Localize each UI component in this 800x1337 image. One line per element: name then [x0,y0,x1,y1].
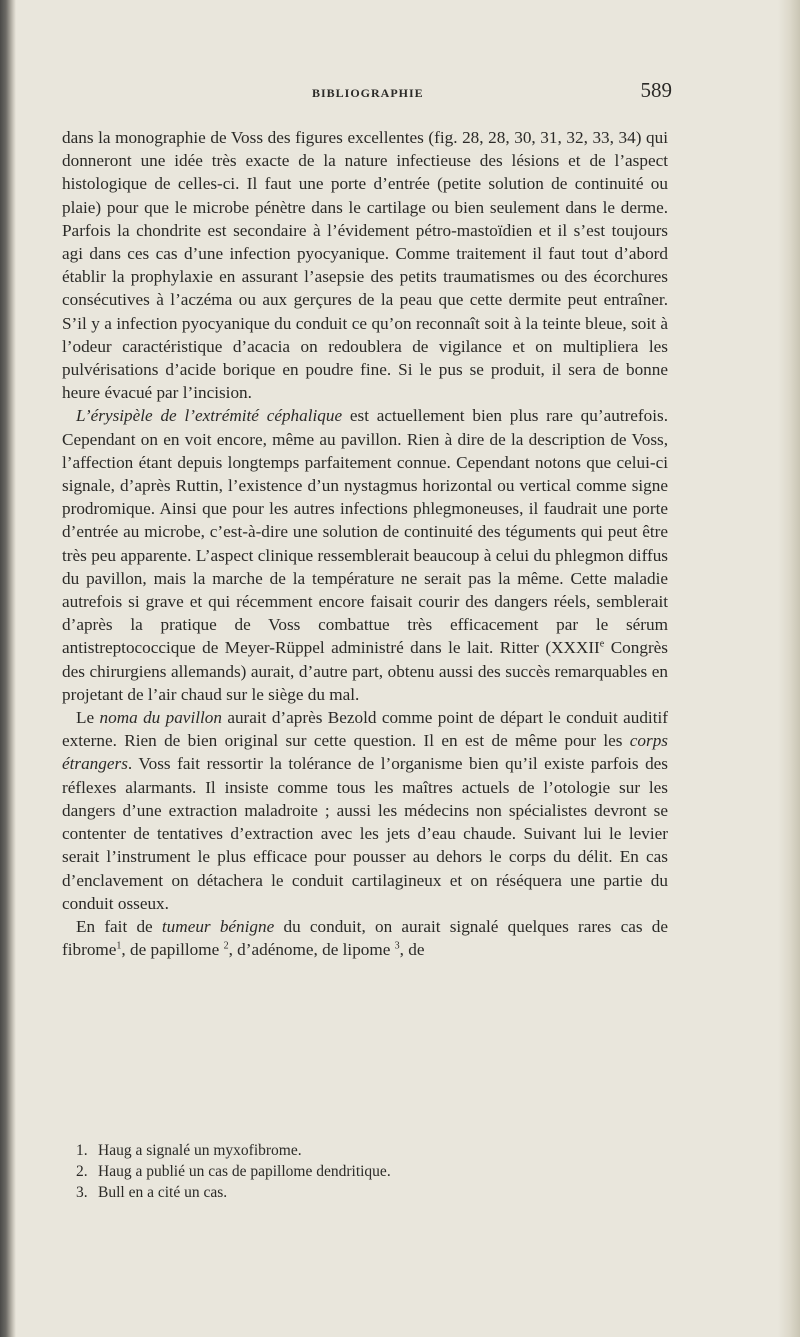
paragraph [62,404,668,706]
text-segment: En fait de [76,916,162,936]
page-edge-right [778,0,800,1337]
page-header [62,78,670,108]
footnote [62,1161,668,1182]
footnote-text: Haug a signalé un myxofibrome. [98,1142,302,1159]
footnote-ref: e [599,638,605,650]
italic-term: L’érysipèle de l’extrémité céphalique [76,406,343,426]
italic-term: corps étrangers [62,731,668,774]
footnote-ref: 1 [116,940,122,952]
footnote-text: Bull en a cité un cas. [98,1184,228,1201]
footnote-number: 2. [76,1163,88,1180]
text-segment: , d’adénome, de lipome [228,940,395,960]
text-segment: Congrès des chirurgiens allemands) aurait, d’autre part, obtenu aussi des succès remarquables en projetant de l’air chaud sur le siège du mal. [62,638,668,704]
footnote [62,1182,668,1203]
footnote-ref: 3 [394,940,400,952]
running-title: BIBLIOGRAPHIE [312,86,424,100]
text-segment: est actuellement bien plus rare qu’autrefois. Cependant on en voit encore, même au pavillon. Rien à dire de la description de Voss, l’affection étant depuis longtemps parfaitement connue. Cependant notons que celui-ci signale, d’après Ruttin, l’existence d’un nystagmus horizontal ou vertical comme signe prodromique. Ainsi que pour les autres infections phlegmoneuses, il faudrait une porte d’entrée au microbe, c’est-à-dire une solution de continuité des téguments qui peut être très peu apparente. L’aspect clinique ressemblerait beaucoup à celui du phlegmon diffus du pavillon, mais la marche de la température ne serait pas la même. Cette maladie autrefois si grave et qui récemment encore faisait courir des dangers réels, semblerait d’après la pratique de Voss combattue très efficacement par le sérum antistreptococcique de Meyer-Rüppel administré dans le lait. Ritter (XXXII [62,406,668,658]
footnote [62,1140,668,1161]
footnote-text: Haug a publié un cas de papillome dendritique. [98,1163,391,1180]
footnote-number: 3. [76,1184,88,1201]
paragraph [62,706,668,915]
body-text [62,126,668,961]
text-segment: aurait d’après Bezold comme point de départ le conduit auditif externe. Rien de bien original sur cette question. Il en est de même pour les [62,708,668,751]
text-segment: Le [76,708,100,728]
italic-term: tumeur bénigne [161,916,275,936]
text-segment: , de papillome [121,940,224,960]
text-segment: dans la monographie de Voss des figures excellentes (fig. 28, 28, 30, 31, 32, 33, 34) qui donneront une idée très exacte de la nature infectieuse des lésions et de l’aspect histologique de celles-ci. Il faut une porte d’entrée (petite solution de continuité ou plaie) pour que le microbe pénètre dans le cartilage ou bien seulement dans le derme. Parfois la chondrite est secondaire à l’évidement pétro-mastoïdien et il s’est toujours agi dans ces cas d’une infection pyocyanique. Comme traitement il faut tout d’abord établir la prophylaxie en assurant l’asepsie des petits traumatismes ou des écorchures consécutives à l’aczéma ou aux gerçures de la peau que cette dermite peut entraîner. S’il y a infection pyocyanique du conduit ce qu’on reconnaît soit à la teinte bleue, soit à l’odeur caractéristique d’acacia on redoublera de vigilance et on multipliera les pulvérisations d’acide borique en poudre fine. Si le pus se produit, il sera de bonne heure évacué par l’incision. [62,128,668,403]
footnotes [62,1140,668,1203]
paragraph [62,126,668,404]
text-segment: . Voss fait ressortir la tolérance de l’organisme bien qu’il existe parfois des réflexes alarmants. Il insiste comme tous les maîtres actuels de l’otologie sur les dangers d’une extraction maladroite ; aussi les médecins non spécialistes devront se contenter de tentatives d’extraction avec les jets d’eau chaude. Suivant lui le levier serait l’instrument le plus efficace pour pousser au dehors le corps du délit. En cas d’enclavement on détachera le conduit cartilagineux et on réséquera une partie du conduit osseux. [62,754,668,913]
paragraph [62,915,668,961]
page-number: 589 [640,78,672,102]
text-segment: du conduit, on aurait signalé quelques rares cas de fibrome [62,916,668,960]
text-segment: , de [399,940,425,960]
italic-term: noma du pavillon [99,708,222,728]
footnote-ref: 2 [223,940,229,952]
footnote-number: 1. [76,1142,88,1159]
page-edge-left [0,0,16,1337]
